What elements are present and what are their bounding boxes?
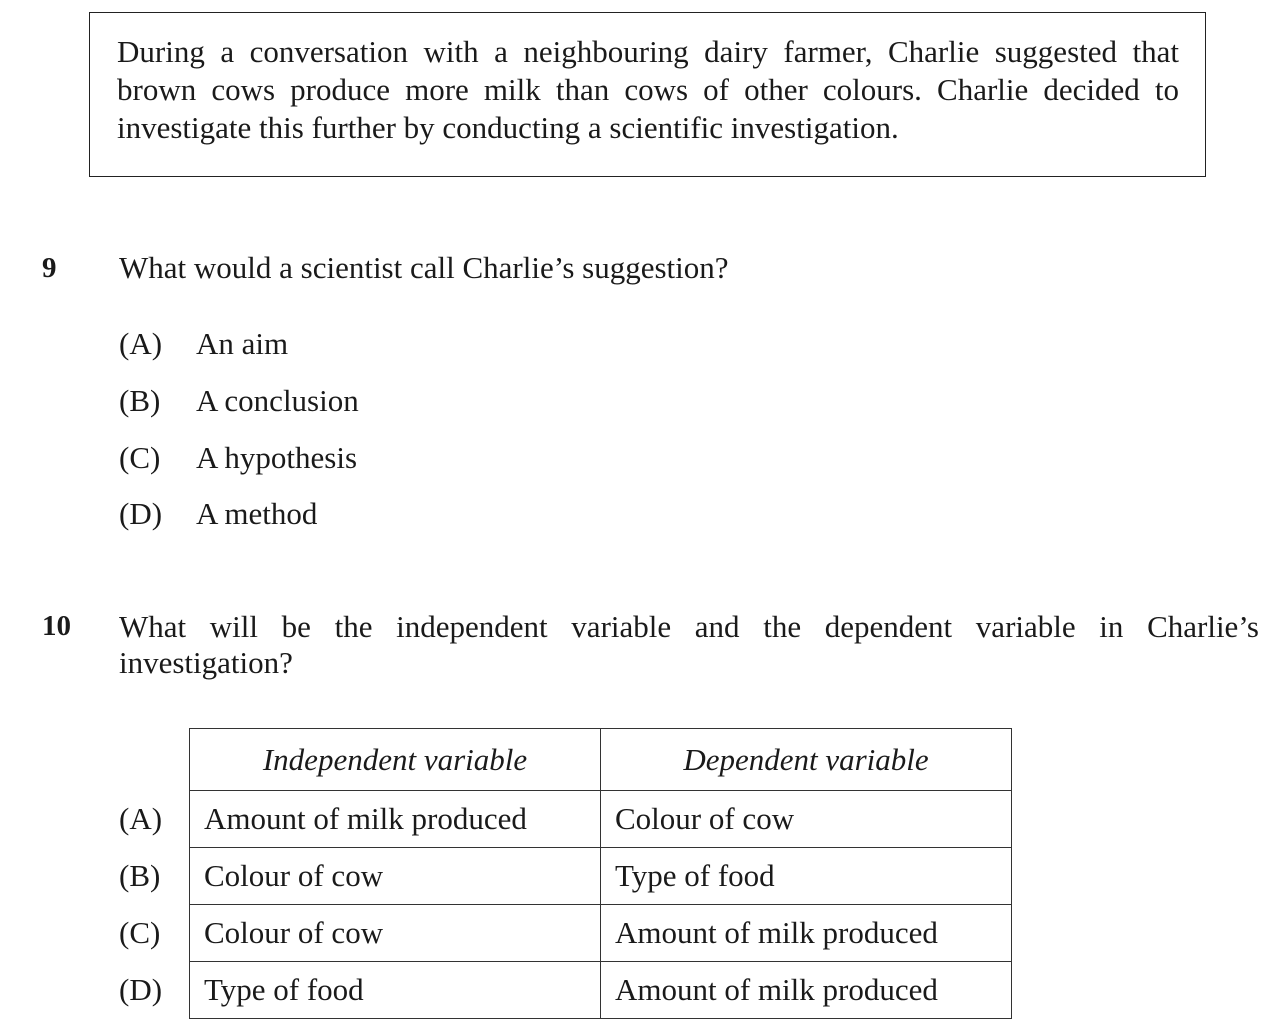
table-row[interactable] — [190, 848, 1012, 905]
q9-option-c[interactable] — [119, 440, 357, 476]
table-header-row — [190, 729, 1012, 791]
q10-option-d-letter[interactable]: (D) — [119, 972, 163, 1007]
question-10-number: 10 — [42, 610, 71, 642]
option-letter: (B) — [119, 383, 161, 418]
dependent-cell: Colour of cow — [601, 791, 1012, 848]
table-row[interactable] — [190, 791, 1012, 848]
dependent-cell: Amount of milk produced — [601, 905, 1012, 962]
option-text: An aim — [196, 326, 289, 361]
independent-cell: Colour of cow — [190, 905, 601, 962]
option-letter: (D) — [119, 496, 163, 531]
option-letter: (A) — [119, 326, 163, 361]
option-letter: (C) — [119, 440, 161, 475]
table-row[interactable] — [190, 962, 1012, 1019]
q10-option-c-letter[interactable]: (C) — [119, 915, 161, 950]
variables-table — [189, 728, 1012, 1019]
stimulus-text: During a conversation with a neighbouring dairy farmer, Charlie suggested that brown cows produce more milk than cows of other colours. Charlie decided to investigate this further by conducting a scientific investigation. — [117, 34, 1179, 145]
question-9-number: 9 — [42, 252, 57, 284]
q10-option-a-letter[interactable]: (A) — [119, 801, 163, 836]
option-text: A hypothesis — [196, 440, 358, 475]
question-9-stem: What would a scientist call Charlie’s suggestion? — [119, 250, 729, 285]
independent-cell: Amount of milk produced — [190, 791, 601, 848]
header-independent-variable: Independent variable — [190, 729, 601, 791]
dependent-cell: Type of food — [601, 848, 1012, 905]
q9-option-b[interactable] — [119, 383, 359, 419]
independent-cell: Type of food — [190, 962, 601, 1019]
stimulus-box — [89, 12, 1206, 177]
q10-option-b-letter[interactable]: (B) — [119, 858, 161, 893]
table-row[interactable] — [190, 905, 1012, 962]
dependent-cell: Amount of milk produced — [601, 962, 1012, 1019]
question-10-stem: What will be the independent variable and the dependent variable in Charlie’s investigation? — [119, 609, 1259, 680]
header-dependent-variable: Dependent variable — [601, 729, 1012, 791]
independent-cell: Colour of cow — [190, 848, 601, 905]
option-text: A conclusion — [196, 383, 359, 418]
option-text: A method — [196, 496, 318, 531]
q9-option-a[interactable] — [119, 326, 288, 362]
q9-option-d[interactable] — [119, 496, 317, 532]
